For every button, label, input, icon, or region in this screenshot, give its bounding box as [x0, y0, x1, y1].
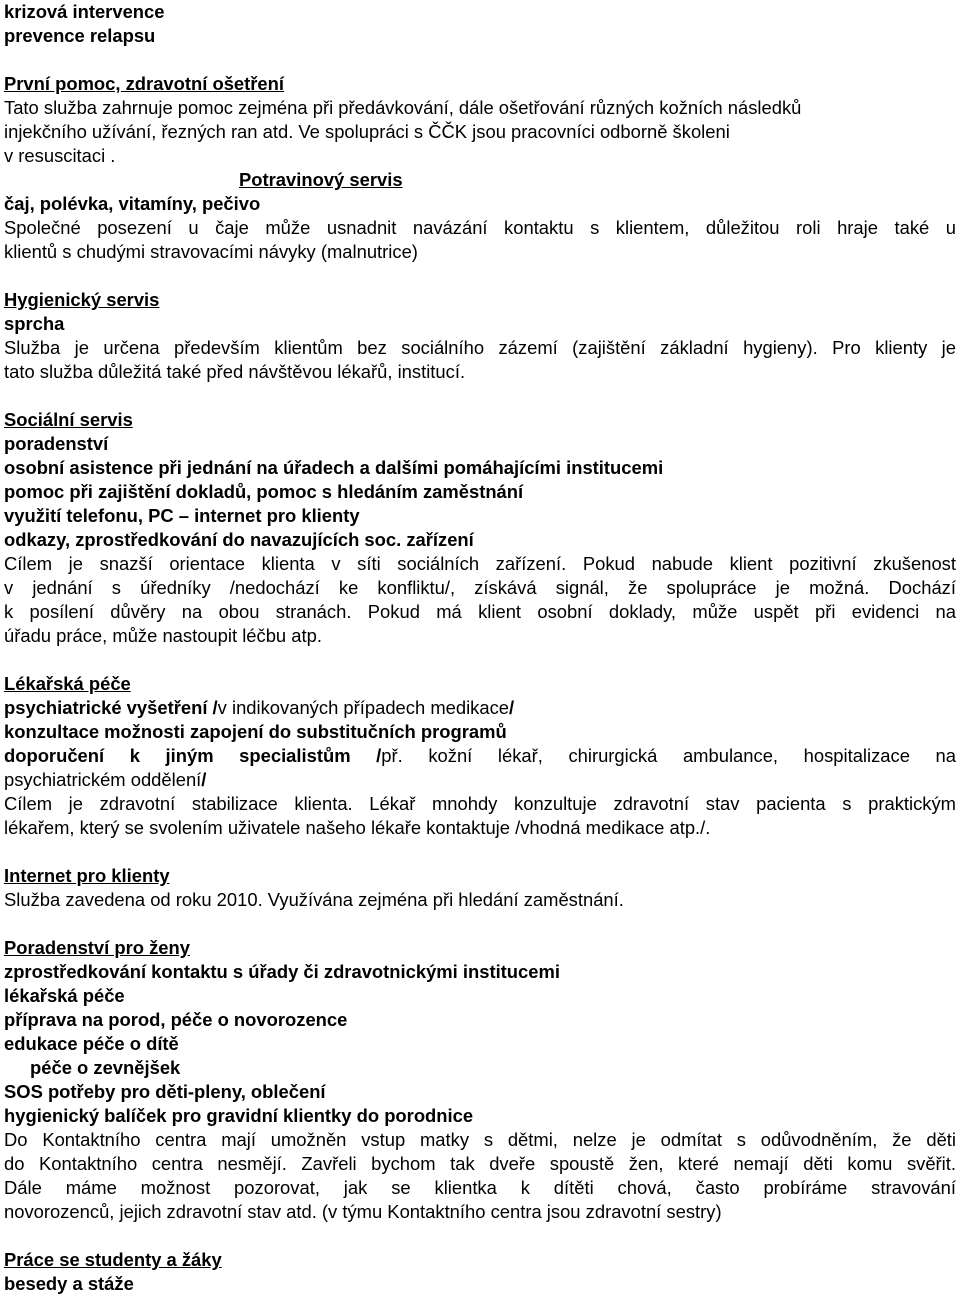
section-heading-medical: Lékařská péče: [4, 673, 131, 694]
body-line: injekčního užívání, řezných ran atd. Ve spolupráci s ČČK jsou pracovníci odborně školeni: [4, 121, 730, 142]
body-line: k posílení důvěry na obou stranách. Pokud má klient osobní doklady, může uspět při evidenci na: [4, 601, 956, 622]
service-item: [4, 768, 956, 792]
section-heading-women: Poradenství pro ženy: [4, 937, 190, 958]
item-text: v indikovaných případech medikace: [217, 697, 510, 718]
service-item: [4, 744, 956, 768]
body-line: Tato služba zahrnuje pomoc zejména při předávkování, dále ošetřování různých kožních následků: [4, 97, 802, 118]
service-item: edukace péče o dítě: [4, 1033, 179, 1054]
service-item: hygienický balíček pro gravidní klientky do porodnice: [4, 1105, 474, 1126]
body-line: lékařem, který se svolením uživatele našeho lékaře kontaktuje /vhodná medikace atp./.: [4, 817, 711, 838]
service-item: čaj, polévka, vitamíny, pečivo: [4, 193, 261, 214]
body-line: Do Kontaktního centra mají umožněn vstup matky s dětmi, nelze je odmítat s odůvodněním, že děti: [4, 1129, 956, 1150]
service-item: odkazy, zprostředkování do navazujících soc. zařízení: [4, 529, 474, 550]
item-bold: doporučení k jiným specialistům /: [4, 745, 382, 766]
service-item: osobní asistence při jednání na úřadech a dalšími pomáhajícími institucemi: [4, 457, 664, 478]
item-bold: psychiatrické vyšetření /: [4, 697, 218, 718]
intro-line: prevence relapsu: [4, 25, 156, 46]
item-bold: /: [509, 697, 515, 718]
section-heading-social: Sociální servis: [4, 409, 133, 430]
body-line: v resuscitaci .: [4, 145, 116, 166]
body-line: v jednání s úředníky /nedochází ke konfliktu/, získává signál, že spolupráce je možná. Dochází: [4, 577, 956, 598]
item-text: př. kožní lékař, chirurgická ambulance, hospitalizace na: [381, 745, 956, 766]
service-item: využití telefonu, PC – internet pro klienty: [4, 505, 360, 526]
body-line: Společné posezení u čaje může usnadnit navázání kontaktu s klientem, důležitou roli hraje také u: [4, 217, 956, 238]
service-item: pomoc při zajištění dokladů, pomoc s hledáním zaměstnání: [4, 481, 524, 502]
section-heading-first-aid: První pomoc, zdravotní ošetření: [4, 73, 284, 94]
body-line: Služba zavedena od roku 2010. Využívána zejména při hledání zaměstnání.: [4, 889, 624, 910]
body-line: klientů s chudými stravovacími návyky (malnutrice): [4, 241, 418, 262]
service-item: SOS potřeby pro děti-pleny, oblečení: [4, 1081, 326, 1102]
intro-line: krizová intervence: [4, 1, 165, 22]
service-item: příprava na porod, péče o novorozence: [4, 1009, 348, 1030]
body-line: Cílem je zdravotní stabilizace klienta. Lékař mnohdy konzultuje zdravotní stav pacienta s praktickým: [4, 793, 956, 814]
service-item: konzultace možnosti zapojení do substitučních programů: [4, 721, 507, 742]
body-line: Dále máme možnost pozorovat, jak se klientka k dítěti chová, často probíráme stravování: [4, 1177, 956, 1198]
section-heading-internet: Internet pro klienty: [4, 865, 170, 886]
service-item: [4, 696, 956, 720]
section-heading-hygiene: Hygienický servis: [4, 289, 160, 310]
item-text: psychiatrickém oddělení: [4, 769, 202, 790]
service-item: sprcha: [4, 313, 65, 334]
item-bold: /: [201, 769, 207, 790]
service-item: poradenství: [4, 433, 109, 454]
section-heading-food: Potravinový servis: [239, 169, 403, 190]
service-item: zprostředkování kontaktu s úřady či zdravotnickými institucemi: [4, 961, 560, 982]
body-line: do Kontaktního centra nesmějí. Zavřeli bychom tak dveře spoustě žen, které nemají děti komu svěřit.: [4, 1153, 956, 1174]
body-line: Cílem je snazší orientace klienta v síti sociálních zařízení. Pokud nabude klient pozitivní zkušenost: [4, 553, 956, 574]
body-line: tato služba důležitá také před návštěvou lékařů, institucí.: [4, 361, 466, 382]
service-item: péče o zevnějšek: [30, 1057, 181, 1078]
body-line: Služba je určena především klientům bez sociálního zázemí (zajištění základní hygieny). Pro klienty je: [4, 337, 956, 358]
service-item: besedy a stáže: [4, 1273, 134, 1294]
section-heading-students: Práce se studenty a žáky: [4, 1249, 222, 1270]
body-line: novorozenců, jejich zdravotní stav atd. (v týmu Kontaktního centra jsou zdravotní sestry): [4, 1201, 722, 1222]
service-item: lékařská péče: [4, 985, 125, 1006]
body-line: úřadu práce, může nastoupit léčbu atp.: [4, 625, 322, 646]
